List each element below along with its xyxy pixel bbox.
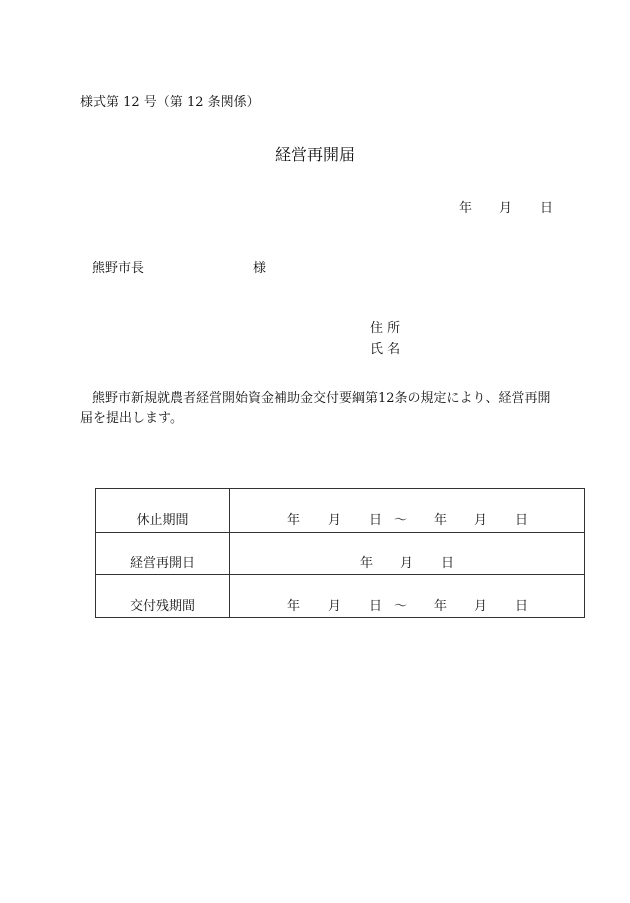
resume-day: 日 xyxy=(441,556,455,571)
name-label: 氏 名 xyxy=(370,342,401,357)
end-day: 日 xyxy=(515,599,529,614)
resumption-date-row xyxy=(96,532,584,575)
date-month-label: 月 xyxy=(499,201,513,216)
info-table xyxy=(95,488,585,618)
suspension-period-row xyxy=(96,489,584,531)
end-month: 月 xyxy=(474,513,488,528)
range-tilde: ～ xyxy=(394,513,408,528)
body-text: 熊野市新規就農者経営開始資金補助金交付要綱第12条の規定により、経営再開届を提出します。 xyxy=(80,391,551,426)
addressee-honorific: 様 xyxy=(253,261,267,276)
end-month: 月 xyxy=(474,599,488,614)
resume-year: 年 xyxy=(360,556,374,571)
end-year: 年 xyxy=(434,513,448,528)
date-year-label: 年 xyxy=(459,201,473,216)
start-day: 日 xyxy=(369,513,383,528)
start-month: 月 xyxy=(328,513,342,528)
submission-date xyxy=(0,202,630,216)
resume-month: 月 xyxy=(400,556,414,571)
document-title: 経営再開届 xyxy=(274,145,355,164)
start-year: 年 xyxy=(287,513,301,528)
start-month: 月 xyxy=(328,599,342,614)
row-label: 経営再開日 xyxy=(129,556,195,571)
remaining-grant-period-row xyxy=(96,574,584,617)
start-day: 日 xyxy=(369,599,383,614)
addressee-name: 熊野市長 xyxy=(92,261,145,276)
range-tilde: ～ xyxy=(394,599,408,614)
date-day-label: 日 xyxy=(540,201,554,216)
column-divider xyxy=(229,489,230,617)
form-number: 様式第 12 号（第 12 条関係） xyxy=(80,95,260,110)
end-year: 年 xyxy=(434,599,448,614)
start-year: 年 xyxy=(287,599,301,614)
row-label: 休止期間 xyxy=(136,513,189,528)
address-label: 住 所 xyxy=(370,321,401,336)
end-day: 日 xyxy=(515,513,529,528)
row-label: 交付残期間 xyxy=(129,599,195,614)
